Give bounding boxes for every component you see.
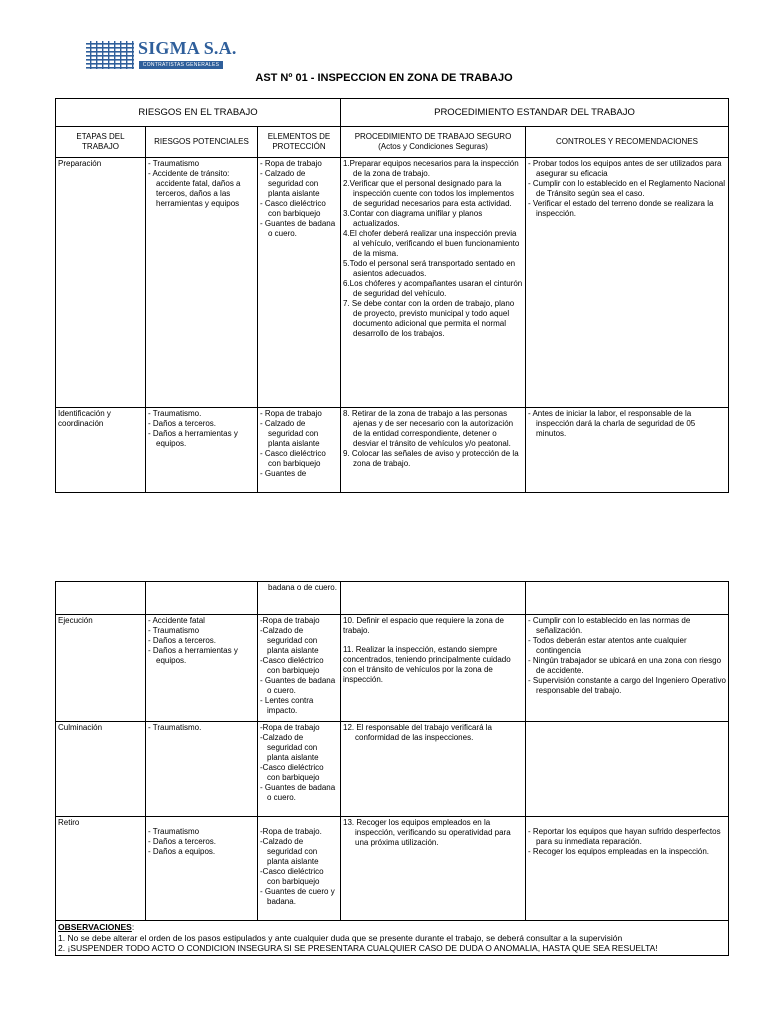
- header-stages: ETAPAS DEL TRABAJO: [56, 127, 146, 158]
- list-item: 6.Los chóferes y acompañantes usaran el cinturón de seguridad del vehículo.: [343, 279, 523, 298]
- list-item: -Ropa de trabajo: [260, 616, 320, 625]
- list-item: 2.Verificar que el personal designado para la inspección cuente con todos los implementos de seguridad necesarios para esta actividad.: [343, 179, 514, 208]
- list-item: - Antes de iniciar la labor, el responsable de la inspección dará la charla de seguridad de 05 minutos.: [528, 409, 726, 439]
- list-item: - Daños a terceros.: [148, 636, 255, 646]
- table-row: [56, 615, 729, 722]
- risks-cell: [146, 408, 258, 493]
- list-item: 9. Colocar las señales de aviso y protección de la zona de trabajo.: [343, 449, 519, 468]
- protection-cell: [258, 615, 341, 722]
- header-controls: CONTROLES Y RECOMENDACIONES: [526, 127, 729, 158]
- list-item: - Casco dieléctrico con barbiquejo: [260, 449, 338, 469]
- list-item: - Ropa de trabajo: [260, 409, 338, 419]
- list-item: - Cumplir con lo establecido en las normas de señalización.: [528, 616, 726, 636]
- list-item: - Traumatismo.: [148, 723, 255, 733]
- controls-cell: [526, 158, 729, 408]
- table-row: [56, 722, 729, 817]
- stage-label: Retiro: [56, 817, 146, 921]
- header-risks-group: RIESGOS EN EL TRABAJO: [56, 99, 341, 127]
- list-item: - Ropa de trabajo: [260, 159, 338, 169]
- risks-cell: [146, 722, 258, 817]
- protection-cell: [258, 158, 341, 408]
- protection-cell: [258, 722, 341, 817]
- risks-cell: [146, 158, 258, 408]
- risks-cell: [146, 615, 258, 722]
- list-item: - Traumatismo: [148, 827, 255, 837]
- list-item: - Guantes de badana o cuero.: [260, 219, 338, 239]
- table-row: [56, 817, 729, 921]
- list-item: -Calzado de seguridad con planta aislante: [260, 626, 319, 655]
- list-item: 11. Realizar la inspección, estando siempre concentrados, teniendo principalmente cuidado con el tránsito de vehículos por la zona de inspección.: [343, 645, 511, 684]
- list-item: 4.El chofer deberá realizar una inspección previa al vehículo, verificando el buen funcionamiento de la misma.: [343, 229, 520, 258]
- list-item: badana o de cuero.: [268, 583, 337, 592]
- list-item: 8. Retirar de la zona de trabajo a las personas ajenas y de ser necesario con la autorización de la entidad correspondiente, detener o desviar el tránsito de vehículos y/o peatonal.: [343, 409, 514, 448]
- list-item: - Todos deberán estar atentos ante cualquier contingencia: [528, 636, 726, 656]
- stage-label: Identificación y coordinación: [56, 408, 146, 493]
- controls-cell: [526, 722, 729, 817]
- list-item: - Traumatismo.: [148, 409, 255, 419]
- protection-cell: [258, 408, 341, 493]
- list-item: 13. Recoger los equipos empleados en la inspección, verificando su operatividad para una próxima utilización.: [343, 818, 511, 847]
- table-row: [56, 158, 729, 408]
- logo-grid-icon: [86, 41, 134, 69]
- list-item: - Guantes de: [260, 469, 338, 479]
- list-item: 7. Se debe contar con la orden de trabajo, plano de proyecto, previsto municipal y todo aquel documento adicional que permita el normal desarrollo de los trabajos.: [343, 299, 515, 338]
- list-item: - Calzado de seguridad con planta aislante: [260, 169, 338, 199]
- stage-label: Culminación: [56, 722, 146, 817]
- list-item: 10. Definir el espacio que requiere la zona de trabajo.: [343, 616, 504, 635]
- list-item: - Daños a terceros.: [148, 837, 255, 847]
- list-item: -Ropa de trabajo: [260, 723, 320, 732]
- list-item: - Cumplir con lo establecido en el Reglamento Nacional de Tránsito según sea el caso.: [528, 179, 726, 199]
- list-item: -Calzado de seguridad con planta aislante: [260, 837, 319, 866]
- document-title: AST Nº 01 - INSPECCION EN ZONA DE TRABAJO: [255, 72, 513, 84]
- risks-cell: [146, 817, 258, 921]
- controls-cell: [526, 408, 729, 493]
- observations-cell: OBSERVACIONES: 1. No se debe alterar el orden de los pasos estipulados y ante cualquier duda que se presente durante el trabajo, se deberá consultar a la supervisión 2. ¡SUSPENDER TODO ACTO O CONDICION INSEGURA SI SE PRESENTARA CUALQUIER CASO DE DUDA O ANOMALIA, HASTA QUE SEA RESUELTA!: [56, 921, 729, 956]
- list-item: - Recoger los equipos empleadas en la inspección.: [528, 847, 726, 857]
- procedure-cell: [341, 722, 526, 817]
- stage-label: Preparación: [56, 158, 146, 408]
- stage-label: Ejecución: [56, 615, 146, 722]
- list-item: - Daños a terceros.: [148, 419, 255, 429]
- list-item: - Supervisión constante a cargo del Ingeniero Operativo responsable del trabajo.: [528, 676, 726, 696]
- company-logo: [86, 40, 246, 72]
- list-item: - Accidente de tránsito: accidente fatal, daños a terceros, daños a las herramientas y equipos: [148, 169, 255, 209]
- table-row: [56, 408, 729, 493]
- list-item: - Guantes de badana o cuero.: [260, 676, 336, 695]
- procedure-cell: [341, 158, 526, 408]
- list-item: - Verificar el estado del terreno donde se realizara la inspección.: [528, 199, 726, 219]
- list-item: - Calzado de seguridad con planta aislante: [260, 419, 338, 449]
- observations-row: [56, 921, 729, 956]
- list-item: - Ningún trabajador se ubicará en una zona con riesgo de accidente.: [528, 656, 726, 676]
- procedure-cell: [341, 408, 526, 493]
- list-item: - Reportar los equipos que hayan sufrido desperfectos para su inmediata reparación.: [528, 827, 726, 847]
- table-row: [56, 582, 729, 615]
- list-item: - Traumatismo: [148, 159, 255, 169]
- protection-cell: [258, 582, 341, 615]
- list-item: - Daños a herramientas y equipos.: [148, 646, 255, 666]
- logo-subtitle: CONTRATISTAS GENERALES: [139, 61, 223, 69]
- header-safe-procedure: PROCEDIMIENTO DE TRABAJO SEGURO (Actos y Condiciones Seguras): [341, 127, 526, 158]
- observations-title: OBSERVACIONES: [58, 922, 132, 932]
- observation-item: 2. ¡SUSPENDER TODO ACTO O CONDICION INSEGURA SI SE PRESENTARA CUALQUIER CASO DE DUDA O ANOMALIA, HASTA QUE SEA RESUELTA!: [58, 943, 658, 954]
- header-procedure-group: PROCEDIMIENTO ESTANDAR DEL TRABAJO: [341, 99, 729, 127]
- ast-table-part-2: [55, 581, 729, 956]
- list-item: -Casco dieléctrico con barbiquejo: [260, 656, 324, 675]
- list-item: - Probar todos los equipos antes de ser utilizados para asegurar su eficacia: [528, 159, 726, 179]
- list-item: - Guantes de cuero y badana.: [260, 887, 335, 906]
- protection-cell: [258, 817, 341, 921]
- header-protection: ELEMENTOS DE PROTECCIÓN: [258, 127, 341, 158]
- list-item: -Calzado de seguridad con planta aislante: [260, 733, 319, 762]
- observation-item: 1. No se debe alterar el orden de los pasos estipulados y ante cualquier duda que se presente durante el trabajo, se deberá consultar a la supervisión: [58, 932, 623, 943]
- list-item: - Daños a equipos.: [148, 847, 255, 857]
- procedure-cell: [341, 615, 526, 722]
- list-item: - Daños a herramientas y equipos.: [148, 429, 255, 449]
- list-item: 3.Contar con diagrama unifilar y planos actualizados.: [343, 209, 483, 228]
- list-item: 5.Todo el personal será transportado sentado en asientos adecuados.: [343, 259, 516, 278]
- list-item: -Casco dieléctrico con barbiquejo: [260, 867, 324, 886]
- controls-cell: [526, 615, 729, 722]
- list-item: - Lentes contra impacto.: [260, 696, 314, 715]
- procedure-cell: [341, 817, 526, 921]
- list-item: -Ropa de trabajo.: [260, 827, 322, 836]
- list-item: -Casco dieléctrico con barbiquejo: [260, 763, 324, 782]
- list-item: 12. El responsable del trabajo verificará la conformidad de las inspecciones.: [343, 723, 492, 742]
- list-item: - Casco dieléctrico con barbiquejo: [260, 199, 338, 219]
- list-item: - Accidente fatal: [148, 616, 255, 626]
- controls-cell: [526, 817, 729, 921]
- list-item: - Traumatismo: [148, 626, 255, 636]
- list-item: - Guantes de badana o cuero.: [260, 783, 336, 802]
- header-potential-risks: RIESGOS POTENCIALES: [146, 127, 258, 158]
- ast-table-part-1: [55, 98, 729, 493]
- logo-name: SIGMA S.A.: [138, 38, 237, 58]
- list-item: 1.Preparar equipos necesarios para la inspección de la zona de trabajo.: [343, 159, 519, 178]
